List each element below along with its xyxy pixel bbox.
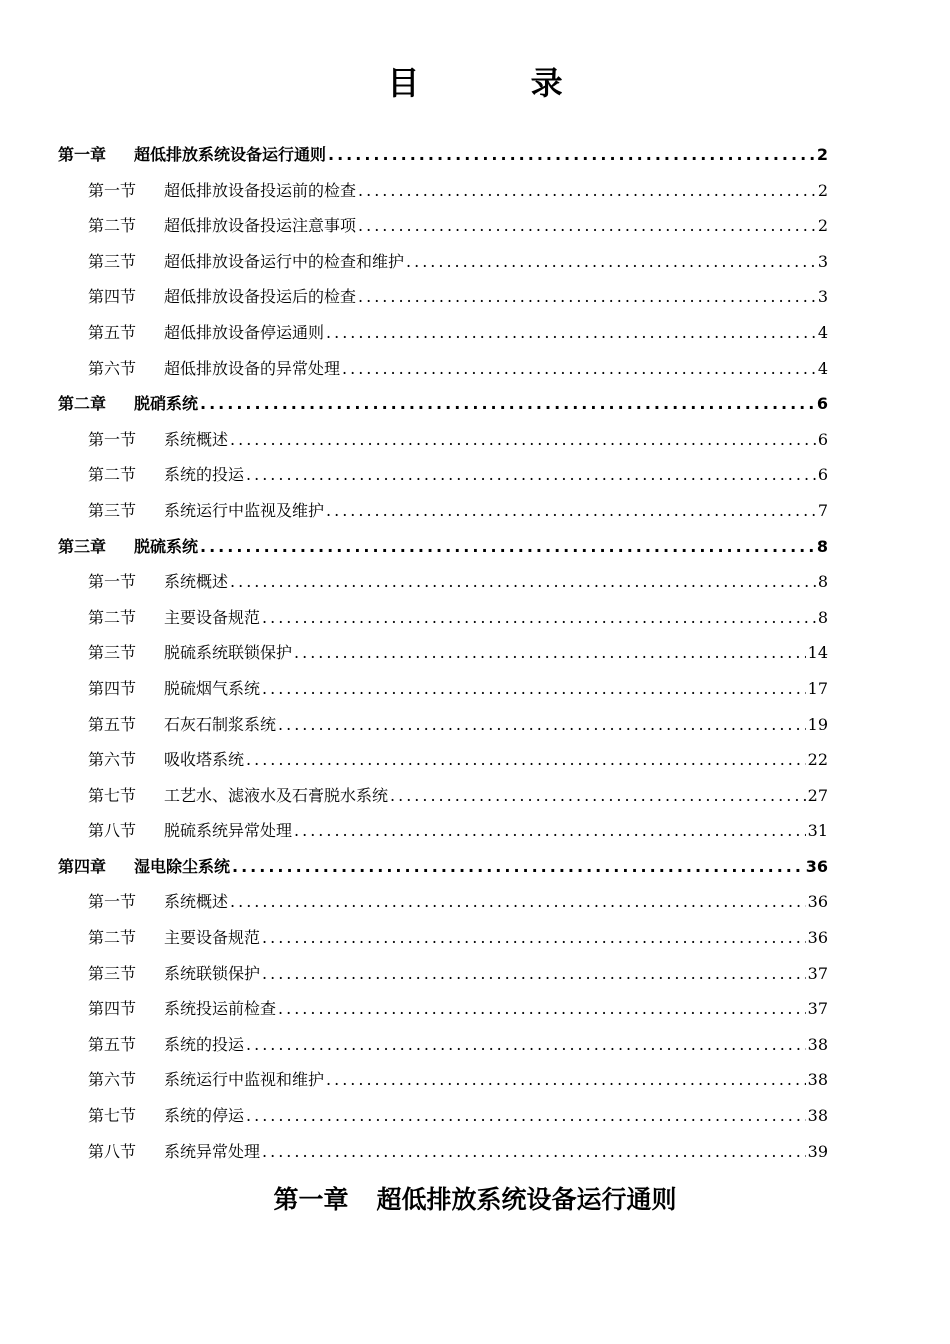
toc-entry-number: 第七节: [88, 1106, 137, 1126]
toc-entry-number: 第四节: [88, 287, 137, 307]
toc-page-number: 8: [816, 536, 828, 556]
toc-dot-leader: [294, 635, 806, 671]
toc-entry-number: 第一节: [88, 572, 137, 592]
toc-page-number: 4: [817, 358, 828, 378]
toc-section-entry[interactable]: [58, 600, 828, 636]
toc-page-number: 38: [807, 1106, 828, 1126]
toc-entry-number: 第二节: [88, 465, 137, 485]
toc-dot-leader: [246, 1027, 806, 1063]
toc-page-number: 14: [807, 643, 828, 663]
toc-section-entry[interactable]: [58, 991, 828, 1027]
toc-entry-number: 第二节: [88, 216, 137, 236]
toc-dot-leader: [326, 493, 816, 529]
toc-dot-leader: [342, 351, 816, 387]
toc-section-entry[interactable]: [58, 173, 828, 209]
toc-entry-title: 工艺水、滤液水及石膏脱水系统: [164, 785, 389, 805]
toc-entry-number: 第三节: [88, 643, 137, 663]
toc-entry-title: 超低排放设备投运前的检查: [164, 180, 357, 200]
toc-section-entry[interactable]: [58, 671, 828, 707]
toc-section-entry[interactable]: [58, 208, 828, 244]
toc-page-number: 6: [817, 429, 828, 449]
toc-entry-title: 系统联锁保护: [164, 963, 261, 983]
toc-page-number: 6: [817, 465, 828, 485]
toc-page-number: 39: [807, 1141, 828, 1161]
toc-entry-number: 第八节: [88, 821, 137, 841]
toc-page-number: 2: [817, 180, 828, 200]
toc-dot-leader: [328, 137, 815, 173]
toc-dot-leader: [262, 1134, 806, 1170]
toc-page-number: 36: [807, 928, 828, 948]
chapter-heading-number: 第一章: [273, 1185, 349, 1214]
toc-page-number: 6: [816, 394, 828, 414]
toc-dot-leader: [326, 315, 816, 351]
toc-page-number: 4: [817, 322, 828, 342]
toc-entry-title: 吸收塔系统: [164, 750, 245, 770]
toc-page-number: 3: [817, 287, 828, 307]
toc-entry-number: 第二节: [88, 607, 137, 627]
toc-entry-number: 第五节: [88, 322, 137, 342]
toc-dot-leader: [262, 600, 816, 636]
toc-section-entry[interactable]: [58, 351, 828, 387]
toc-dot-leader: [246, 1098, 806, 1134]
toc-dot-leader: [358, 208, 816, 244]
toc-page-number: 2: [816, 145, 828, 164]
toc-dot-leader: [246, 742, 806, 778]
toc-section-entry[interactable]: [58, 493, 828, 529]
toc-entry-number: 第三节: [88, 500, 137, 520]
toc-entry-title: 系统概述: [164, 429, 229, 449]
toc-dot-leader: [262, 956, 806, 992]
toc-entry-title: 脱硫烟气系统: [164, 678, 261, 698]
toc-entry-title: 系统概述: [164, 892, 229, 912]
toc-section-entry[interactable]: [58, 884, 828, 920]
toc-page-number: 36: [805, 856, 828, 876]
toc-dot-leader: [358, 173, 816, 209]
toc-entry-number: 第二节: [88, 928, 137, 948]
toc-entry-number: 第八节: [88, 1141, 137, 1161]
toc-dot-leader: [278, 707, 806, 743]
toc-entry-title: 系统概述: [164, 572, 229, 592]
toc-page-number: 27: [807, 785, 828, 805]
toc-dot-leader: [326, 1062, 806, 1098]
toc-entry-number: 第四节: [88, 678, 137, 698]
toc-section-entry[interactable]: [58, 279, 828, 315]
toc-section-entry[interactable]: [58, 315, 828, 351]
toc-section-entry[interactable]: [58, 244, 828, 280]
toc-entry-number: 第七节: [88, 785, 137, 805]
toc-entry-title: 超低排放设备运行中的检查和维护: [164, 251, 405, 271]
toc-entry-title: 脱硫系统: [134, 536, 199, 556]
toc-page-number: 7: [817, 500, 828, 520]
toc-page-number: 38: [807, 1070, 828, 1090]
toc-section-entry[interactable]: [58, 956, 828, 992]
toc-page-number: 37: [807, 963, 828, 983]
toc-entry-number: 第二章: [58, 394, 107, 414]
toc-section-entry[interactable]: [58, 422, 828, 458]
toc-page-number: 8: [817, 607, 828, 627]
toc-chapter-entry[interactable]: [58, 849, 828, 885]
toc-page-number: 31: [807, 821, 828, 841]
toc-section-entry[interactable]: [58, 1027, 828, 1063]
toc-entry-title: 系统异常处理: [164, 1141, 261, 1161]
toc-page-number: 17: [807, 678, 828, 698]
toc-title: 目 录: [387, 64, 613, 102]
toc-entry-title: 湿电除尘系统: [134, 856, 231, 876]
table-of-contents: [58, 137, 828, 1169]
toc-entry-title: 系统的停运: [164, 1106, 245, 1126]
toc-dot-leader: [230, 422, 816, 458]
toc-dot-leader: [200, 529, 815, 565]
toc-section-entry[interactable]: [58, 564, 828, 600]
toc-entry-title: 系统运行中监视和维护: [164, 1070, 325, 1090]
toc-entry-number: 第三章: [58, 536, 107, 556]
toc-dot-leader: [230, 564, 816, 600]
toc-entry-number: 第一节: [88, 429, 137, 449]
toc-entry-title: 超低排放系统设备运行通则: [134, 145, 327, 164]
toc-dot-leader: [406, 244, 816, 280]
toc-entry-title: 脱硫系统联锁保护: [164, 643, 293, 663]
toc-entry-number: 第一节: [88, 180, 137, 200]
toc-section-entry[interactable]: [58, 1062, 828, 1098]
toc-entry-title: 系统运行中监视及维护: [164, 500, 325, 520]
toc-dot-leader: [232, 849, 804, 885]
toc-section-entry[interactable]: [58, 635, 828, 671]
toc-section-entry[interactable]: [58, 1134, 828, 1170]
toc-entry-number: 第四章: [58, 856, 107, 876]
toc-entry-number: 第五节: [88, 1034, 137, 1054]
toc-chapter-entry[interactable]: [58, 529, 828, 565]
toc-entry-title: 系统投运前检查: [164, 999, 277, 1019]
toc-chapter-entry[interactable]: [58, 137, 828, 173]
toc-entry-number: 第一节: [88, 892, 137, 912]
toc-dot-leader: [230, 884, 806, 920]
toc-dot-leader: [390, 778, 806, 814]
toc-page-number: 38: [807, 1034, 828, 1054]
toc-entry-title: 主要设备规范: [164, 607, 261, 627]
toc-section-entry[interactable]: [58, 742, 828, 778]
chapter-heading-title: 超低排放系统设备运行通则: [376, 1185, 677, 1214]
toc-page-number: 19: [807, 714, 828, 734]
toc-entry-title: 系统的投运: [164, 465, 245, 485]
toc-page-number: 8: [817, 572, 828, 592]
toc-chapter-entry[interactable]: [58, 386, 828, 422]
toc-section-entry[interactable]: [58, 457, 828, 493]
toc-entry-number: 第四节: [88, 999, 137, 1019]
chapter-heading: [0, 1180, 950, 1216]
toc-page-number: 36: [807, 892, 828, 912]
toc-page-number: 37: [807, 999, 828, 1019]
toc-dot-leader: [358, 279, 816, 315]
toc-entry-title: 脱硫系统异常处理: [164, 821, 293, 841]
toc-dot-leader: [262, 671, 806, 707]
toc-page-number: 22: [807, 750, 828, 770]
toc-entry-number: 第五节: [88, 714, 137, 734]
toc-entry-number: 第三节: [88, 963, 137, 983]
toc-entry-title: 主要设备规范: [164, 928, 261, 948]
toc-entry-number: 第六节: [88, 1070, 137, 1090]
toc-section-entry[interactable]: [58, 1098, 828, 1134]
toc-page-number: 2: [817, 216, 828, 236]
toc-entry-title: 系统的投运: [164, 1034, 245, 1054]
toc-page-number: 3: [817, 251, 828, 271]
toc-section-entry[interactable]: [58, 920, 828, 956]
toc-entry-title: 石灰石制浆系统: [164, 714, 277, 734]
toc-dot-leader: [294, 813, 806, 849]
toc-section-entry[interactable]: [58, 707, 828, 743]
toc-entry-number: 第六节: [88, 750, 137, 770]
toc-entry-title: 脱硝系统: [134, 394, 199, 414]
toc-entry-number: 第三节: [88, 251, 137, 271]
toc-dot-leader: [200, 386, 815, 422]
toc-dot-leader: [278, 991, 806, 1027]
toc-entry-title: 超低排放设备的异常处理: [164, 358, 341, 378]
toc-dot-leader: [262, 920, 806, 956]
toc-entry-title: 超低排放设备投运后的检查: [164, 287, 357, 307]
toc-entry-number: 第一章: [58, 145, 107, 164]
toc-section-entry[interactable]: [58, 813, 828, 849]
toc-entry-title: 超低排放设备投运注意事项: [164, 216, 357, 236]
toc-entry-title: 超低排放设备停运通则: [164, 322, 325, 342]
toc-entry-number: 第六节: [88, 358, 137, 378]
toc-dot-leader: [246, 457, 816, 493]
toc-section-entry[interactable]: [58, 778, 828, 814]
